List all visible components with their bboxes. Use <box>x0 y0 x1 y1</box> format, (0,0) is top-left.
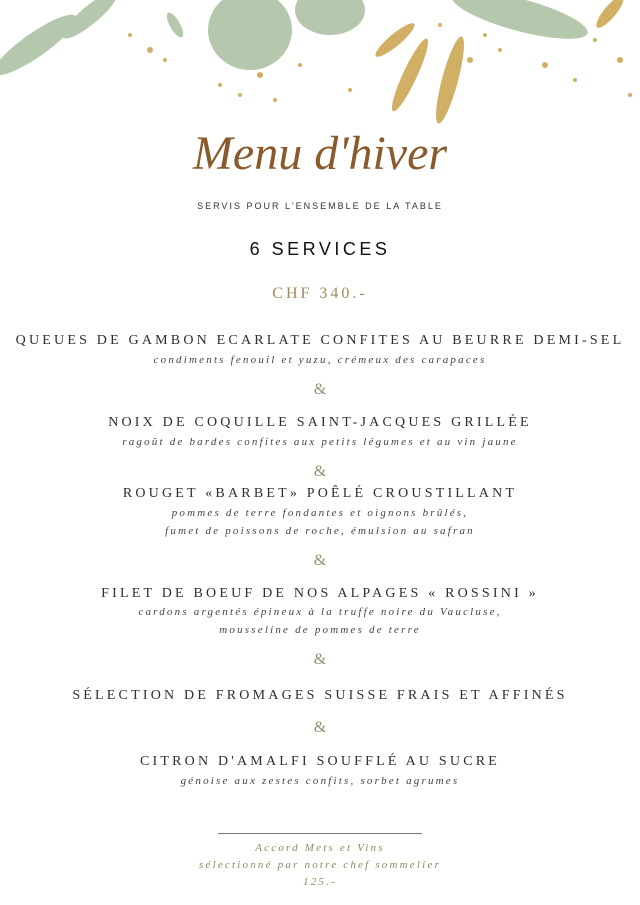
separator: & <box>313 719 327 736</box>
course-description: génoise aux zestes confits, sorbet agrumes <box>180 775 460 787</box>
course-name: QUEUES DE GAMBON ECARLATE CONFITES AU BEURRE DEMI-SEL <box>15 333 625 348</box>
course-name: CITRON D'AMALFI SOUFFLÉ AU SUCRE <box>139 754 501 769</box>
course-description: pommes de terre fondantes et oignons brûlés, <box>171 507 469 519</box>
course-name: ROUGET «BARBET» POÊLÉ CROUSTILLANT <box>122 486 518 501</box>
separator: & <box>313 381 327 398</box>
menu-title: Menu d'hiver <box>192 127 448 180</box>
pairing-price: 125.- <box>303 876 337 888</box>
course-name: NOIX DE COQUILLE SAINT-JACQUES GRILLÉE <box>108 415 532 430</box>
separator: & <box>313 463 327 480</box>
course-description: cardons argentés épineux à la truffe noire du Vaucluse, <box>138 606 502 618</box>
menu-price: CHF 340.- <box>272 285 368 302</box>
pairing-subtitle: sélectionné par notre chef sommelier <box>199 859 441 871</box>
course-description: condiments fenouil et yuzu, crémeux des carapaces <box>153 354 487 366</box>
course-description: mousseline de pommes de terre <box>219 624 421 636</box>
pairing-title: Accord Mets et Vins <box>255 842 385 854</box>
course-description: ragoût de bardes confites aux petits légumes et au vin jaune <box>122 436 518 448</box>
course-description: fumet de poissons de roche, émulsion au safran <box>165 525 475 537</box>
separator: & <box>313 651 327 668</box>
menu-subtitle: SERVIS POUR L'ENSEMBLE DE LA TABLE <box>197 201 443 211</box>
divider <box>218 833 422 834</box>
course-name: FILET DE BOEUF DE NOS ALPAGES « ROSSINI » <box>101 586 539 601</box>
course-name: SÉLECTION DE FROMAGES SUISSE FRAIS ET AFFINÉS <box>72 688 568 703</box>
foliage-decoration <box>0 0 640 130</box>
services-count: 6 SERVICES <box>249 239 391 259</box>
separator: & <box>313 552 327 569</box>
